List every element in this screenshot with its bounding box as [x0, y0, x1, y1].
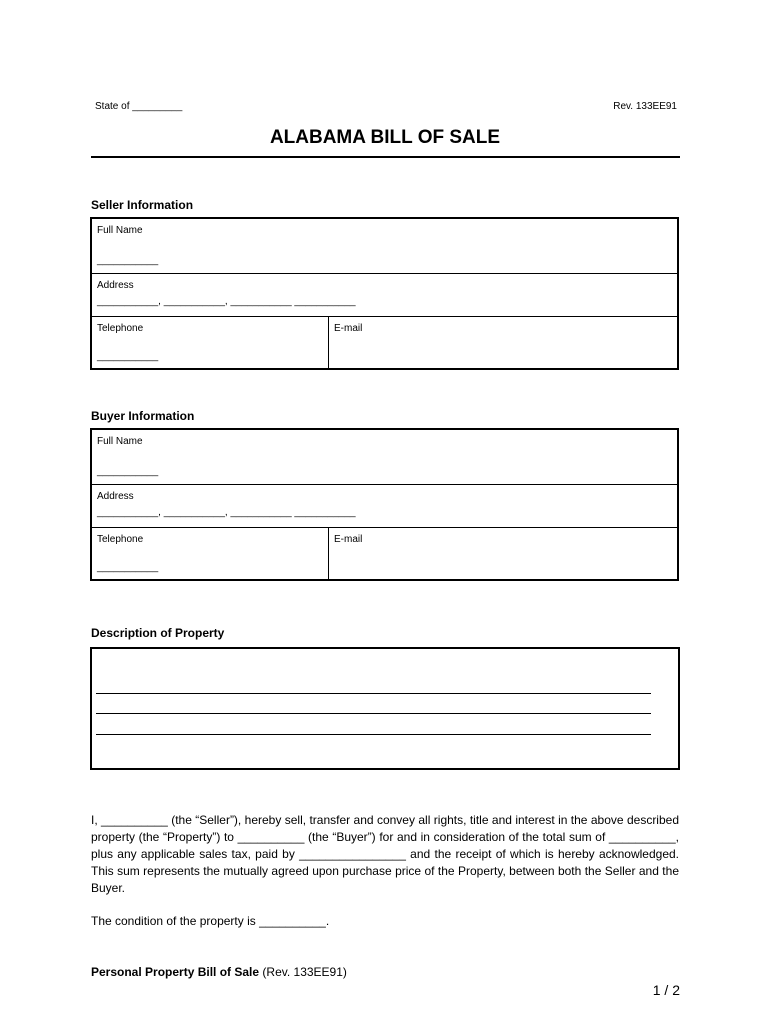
- seller-email-label: E-mail: [334, 323, 363, 334]
- state-field: State of _________: [95, 101, 183, 112]
- page-number: 1 / 2: [652, 982, 680, 998]
- description-line: [96, 734, 651, 735]
- buyer-telephone-label: Telephone: [97, 534, 144, 545]
- description-line: [96, 713, 651, 714]
- cell-divider: [328, 528, 329, 579]
- document-footer: [91, 965, 347, 979]
- seller-address-field[interactable]: ___________, ___________, ___________ ___________: [97, 296, 356, 307]
- buyer-email-label: E-mail: [334, 534, 363, 545]
- buyer-address-field[interactable]: ___________, ___________, ___________ ___________: [97, 507, 356, 518]
- seller-full-name-field[interactable]: ___________: [97, 255, 159, 266]
- page-title: ALABAMA BILL OF SALE: [269, 127, 501, 148]
- buyer-address-row[interactable]: [92, 485, 677, 528]
- seller-contact-row: [92, 317, 677, 368]
- seller-info-table: [90, 217, 679, 370]
- buyer-section-label: Buyer Information: [91, 409, 195, 423]
- footer-doc-name: Personal Property Bill of Sale: [91, 965, 260, 979]
- buyer-telephone-field[interactable]: ___________: [97, 562, 159, 573]
- footer-doc-revision: (Rev. 133EE91): [262, 965, 347, 979]
- description-line: [96, 693, 651, 694]
- buyer-full-name-label: Full Name: [97, 436, 143, 447]
- buyer-contact-row: [92, 528, 677, 579]
- seller-section-label: Seller Information: [91, 198, 194, 212]
- seller-address-row[interactable]: [92, 274, 677, 317]
- seller-full-name-row[interactable]: [92, 219, 677, 274]
- revision-label: Rev. 133EE91: [613, 101, 677, 112]
- property-description-box[interactable]: [90, 647, 680, 770]
- buyer-info-table: [90, 428, 679, 581]
- buyer-full-name-row[interactable]: [92, 430, 677, 485]
- seller-telephone-label: Telephone: [97, 323, 144, 334]
- buyer-full-name-field[interactable]: ___________: [97, 466, 159, 477]
- sale-statement-paragraph: I, __________ (the “Seller”), hereby sell, transfer and convey all rights, title and interest in the above described property (the “Property”) to __________ (the “Buyer”) for and in consideration of the total sum of __________, plus any applicable sales tax, paid by ________________ and the receipt of which is hereby acknowledged. This sum represents the mutually agreed upon purchase price of the Property, between both the Seller and the Buyer.: [91, 813, 679, 895]
- seller-address-label: Address: [97, 280, 134, 291]
- property-condition-text: The condition of the property is __________.: [91, 914, 330, 928]
- buyer-address-label: Address: [97, 491, 134, 502]
- property-section-label: Description of Property: [91, 626, 225, 640]
- cell-divider: [328, 317, 329, 368]
- seller-telephone-field[interactable]: ___________: [97, 351, 159, 362]
- title-divider: [91, 156, 680, 158]
- seller-full-name-label: Full Name: [97, 225, 143, 236]
